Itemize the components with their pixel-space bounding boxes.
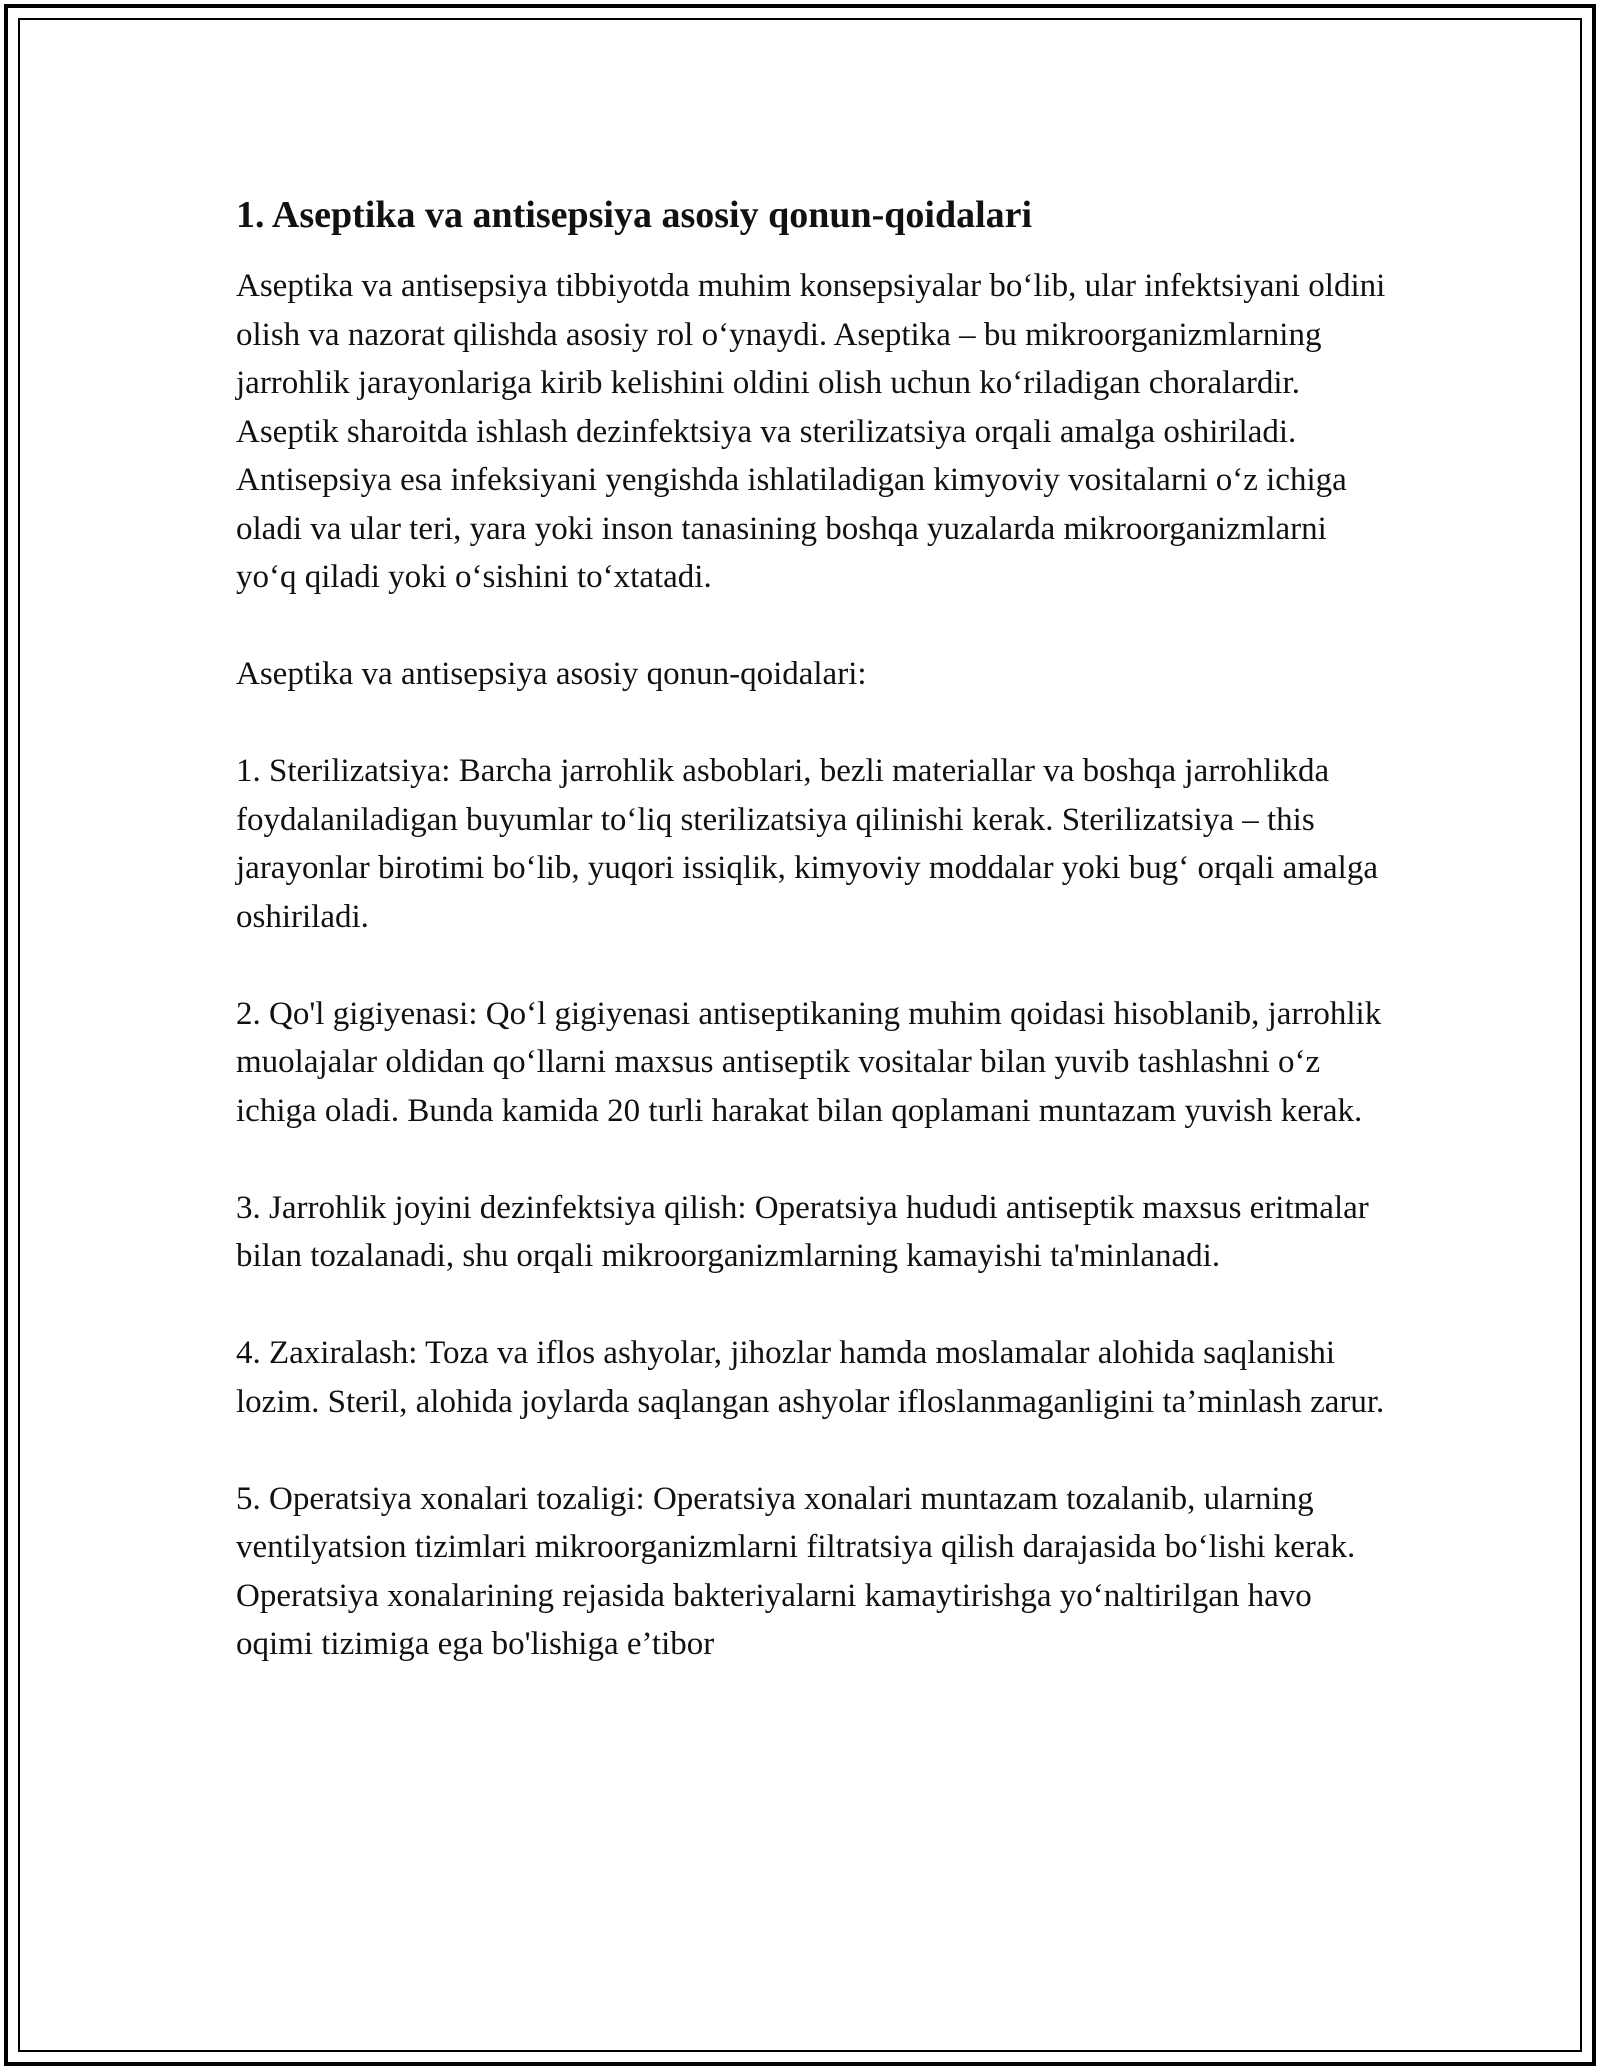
section-heading: 1. Aseptika va antisepsiya asosiy qonun-qoidalari bbox=[236, 194, 1033, 236]
rule-sterilization: 1. Sterilizatsiya: Barcha jarrohlik asboblari, bezli materiallar va boshqa jarrohlikda foydalaniladigan buyumlar toʻliq sterilizatsiya qilinishi kerak. Sterilizatsiya – this jarayonlar birotimi boʻlib, yuqori issiqlik, kimyoviy moddalar yoki bugʻ orqali amalga oshiriladi. bbox=[236, 753, 1378, 935]
document-body bbox=[236, 190, 1386, 1717]
rule-storage: 4. Zaxiralash: Toza va iflos ashyolar, jihozlar hamda moslamalar alohida saqlanishi lozim. Steril, alohida joylarda saqlangan ashyolar ifloslanmaganligini ta’minlash zarur. bbox=[236, 1335, 1385, 1420]
rule-hand-hygiene: 2. Qo'l gigiyenasi: Qoʻl gigiyenasi antiseptikaning muhim qoidasi hisoblanib, jarrohlik muolajalar oldidan qoʻllarni maxsus antiseptik vositalar bilan yuvib tashlashni oʻz ichiga oladi. Bunda kamida 20 turli harakat bilan qoplamani muntazam yuvish kerak. bbox=[236, 995, 1382, 1129]
intro-paragraph: Aseptika va antisepsiya tibbiyotda muhim konsepsiyalar boʻlib, ular infektsiyani oldini olish va nazorat qilishda asosiy rol oʻynaydi. Aseptika – bu mikroorganizmlarning jarrohlik jarayonlariga kirib kelishini oldini olish uchun koʻriladigan choralardir. Aseptik sharoitda ishlash dezinfektsiya va sterilizatsiya orqali amalga oshiriladi. Antisepsiya esa infeksiyani yengishda ishlatiladigan kimyoviy vositalarni oʻz ichiga oladi va ular teri, yara yoki inson tanasining boshqa yuzalarda mikroorganizmlarni yoʻq qiladi yoki oʻsishini toʻxtatadi. bbox=[236, 268, 1386, 595]
rules-intro: Aseptika va antisepsiya asosiy qonun-qoidalari: bbox=[236, 656, 867, 692]
rule-site-disinfection: 3. Jarrohlik joyini dezinfektsiya qilish: Operatsiya hududi antiseptik maxsus eritmalar bilan tozalanadi, shu orqali mikroorganizmlarning kamayishi ta'minlanadi. bbox=[236, 1189, 1369, 1274]
rule-operating-room-cleanliness: 5. Operatsiya xonalari tozaligi: Operatsiya xonalari muntazam tozalanib, ularning ventilyatsion tizimlari mikroorganizmlarni filtratsiya qilish darajasida boʻlishi kerak. Operatsiya xonalarining rejasida bakteriyalarni kamaytirishga yoʻnaltirilgan havo oqimi tizimiga ega bo'lishiga e’tibor bbox=[236, 1480, 1356, 1662]
